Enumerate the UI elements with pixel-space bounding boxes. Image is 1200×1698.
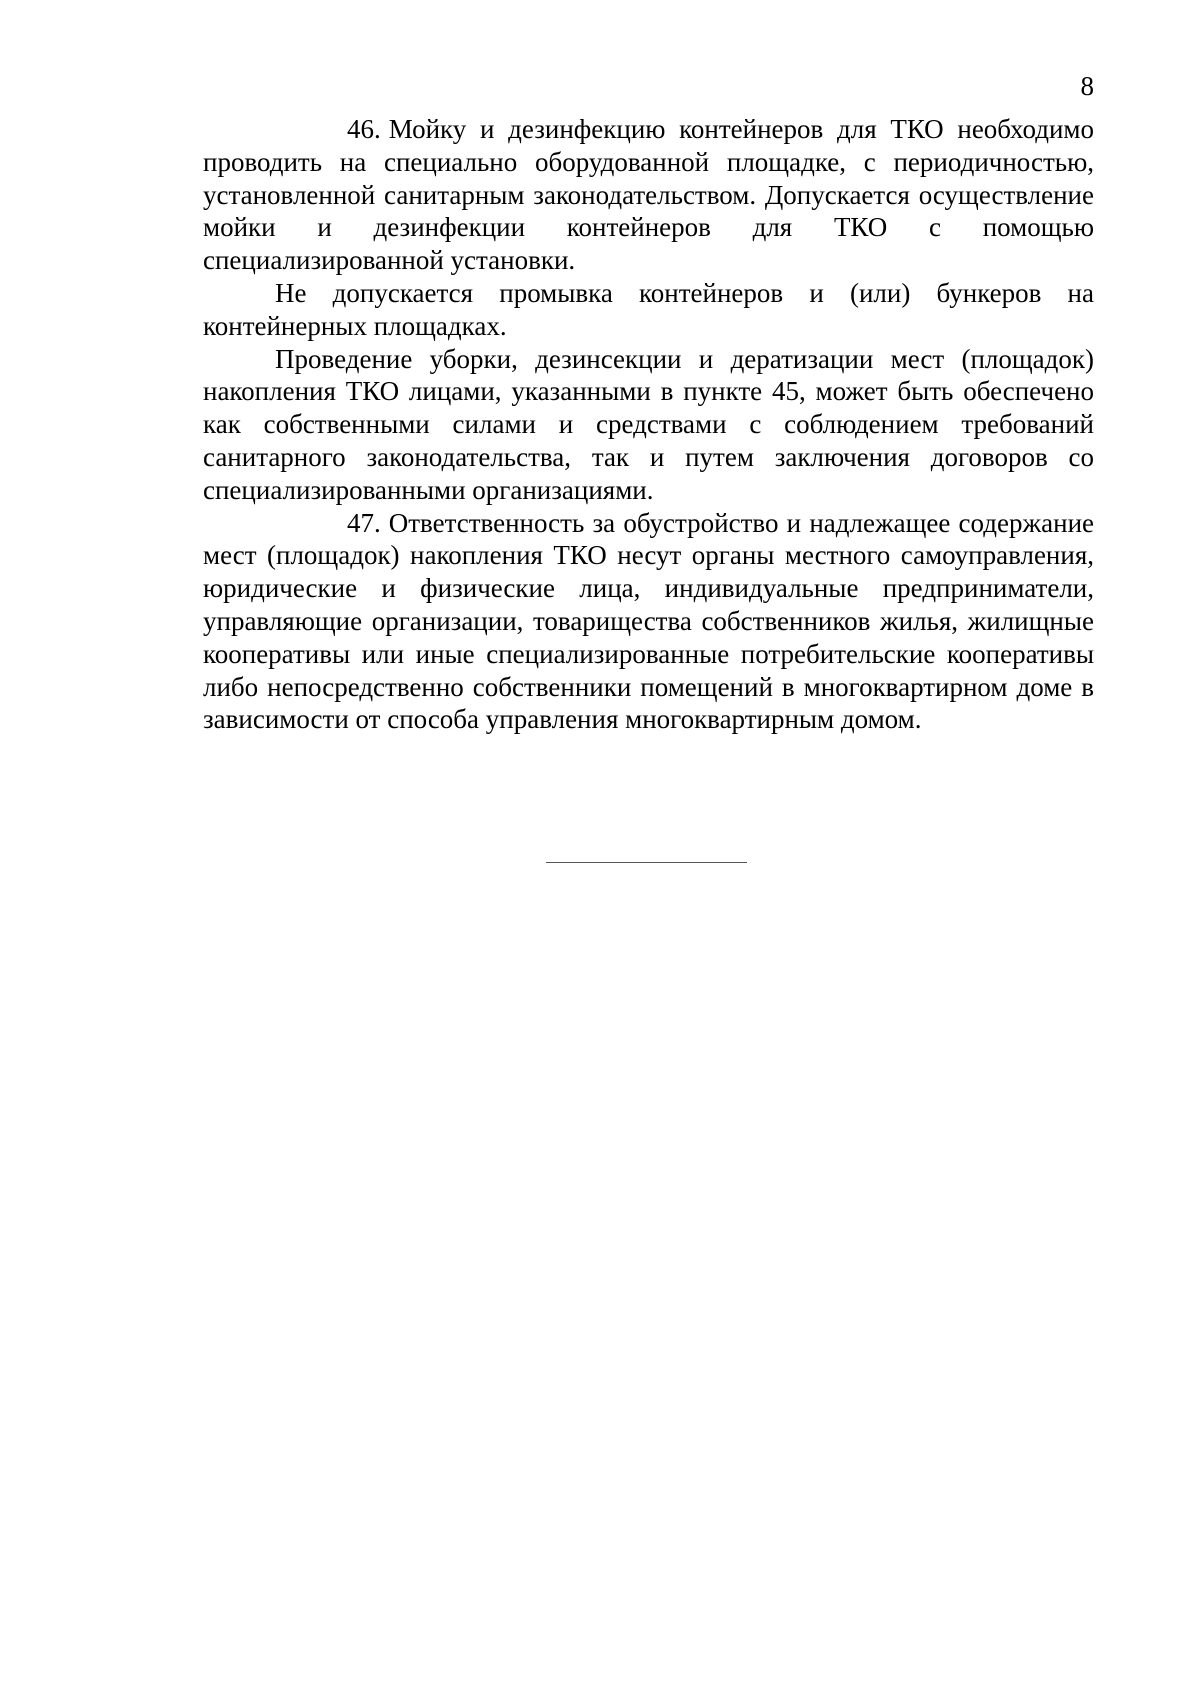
paragraph-47	[203, 507, 1094, 737]
paragraph-cleaning-disinsection	[203, 343, 1094, 507]
paragraph-container-washing-prohibition	[203, 277, 1094, 343]
paragraph-text: Проведение уборки, дезинсекции и дератизации мест (площадок) накопления ТКО лицами, указанными в пункте 45, может быть обеспечено как собственными силами и средствами с соблюдением требований санитарного законодательства, так и путем заключения договоров со специализированными организациями.	[203, 343, 1094, 505]
paragraph-number: 46.	[347, 114, 381, 144]
paragraph-number: 47.	[347, 507, 381, 538]
end-of-document-rule	[546, 862, 747, 863]
page-number: 8	[1080, 71, 1094, 101]
paragraph-46	[203, 113, 1094, 277]
paragraph-text: Ответственность за обустройство и надлежащее содержание мест (площадок) накопления ТКО несут органы местного самоуправления, юридические и физические лица, индивидуальные предприниматели, управляющие организации, товарищества собственников жилья, жилищные кооперативы или иные специализированные потребительские кооперативы либо непосредственно собственники помещений в многоквартирном доме в зависимости от способа управления многоквартирным домом.	[203, 507, 1094, 735]
document-body	[203, 113, 1094, 736]
paragraph-text: Не допускается промывка контейнеров и (или) бункеров на контейнерных площадках.	[203, 277, 1094, 341]
paragraph-text: Мойку и дезинфекцию контейнеров для ТКО необходимо проводить на специально оборудованной площадке, с периодичностью, установленной санитарным законодательством. Допускается осуществление мойки и дезинфекции контейнеров для ТКО с помощью специализированной установки.	[203, 114, 1094, 276]
